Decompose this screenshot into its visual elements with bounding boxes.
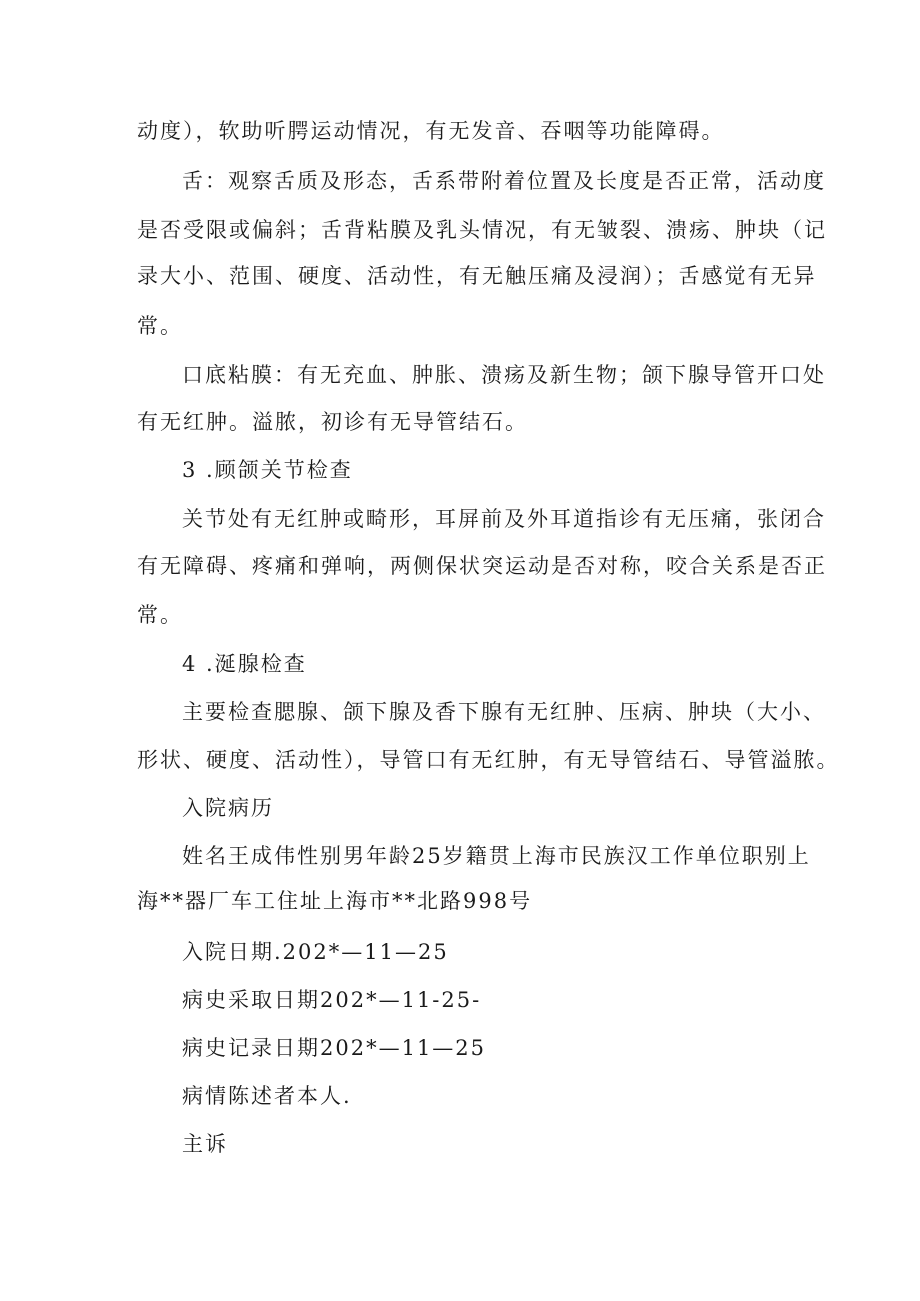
text-line: 形状、硬度、活动性），导管口有无红肿，有无导管结石、导管溢脓。 (137, 748, 840, 772)
text-line: 主要检查腮腺、颌下腺及香下腺有无红肿、压病、肿块（大小、 (182, 700, 826, 724)
text-line: 是否受限或偏斜；舌背粘膜及乳头情况，有无皱裂、溃疡、肿块（记 (137, 218, 827, 242)
text-line: 舌：观察舌质及形态，舌系带附着位置及长度是否正常，活动度 (182, 169, 826, 193)
section-heading: 3 .顾颌关节检查 (182, 458, 353, 482)
text-line: 海**器厂车工住址上海市**北路998号 (137, 889, 533, 913)
text-line: 有无红肿。溢脓，初诊有无导管结石。 (137, 410, 528, 434)
text-line: 关节处有无红肿或畸形，耳屏前及外耳道指诊有无压痛，张闭合 (182, 507, 826, 531)
text-line: 主诉 (182, 1132, 228, 1156)
text-line: 入院日期.202*—11—25 (182, 940, 449, 964)
text-line: 有无障碍、疼痛和弹响，两侧保状突运动是否对称，咬合关系是否正 (137, 554, 827, 578)
section-heading: 4 .涎腺检查 (182, 652, 307, 676)
text-line: 姓名王成伟性别男年龄25岁籍贯上海市民族汉工作单位职别上 (182, 844, 811, 868)
text-line: 病情陈述者本人. (182, 1084, 352, 1108)
text-line: 常。 (137, 314, 183, 338)
section-heading: 入院病历 (182, 796, 274, 820)
text-line: 病史记录日期202*—11—25 (182, 1036, 487, 1060)
text-line: 动度），软助听腭运动情况，有无发音、吞咽等功能障碍。 (137, 119, 725, 143)
text-line: 录大小、范围、硬度、活动性，有无触压痛及浸润）；舌感觉有无异 (137, 264, 817, 288)
text-line: 口底粘膜：有无充血、肿胀、溃疡及新生物；颌下腺导管开口处 (182, 363, 826, 387)
text-line: 病史采取日期202*—11-25- (182, 988, 482, 1012)
text-line: 常。 (137, 603, 183, 627)
